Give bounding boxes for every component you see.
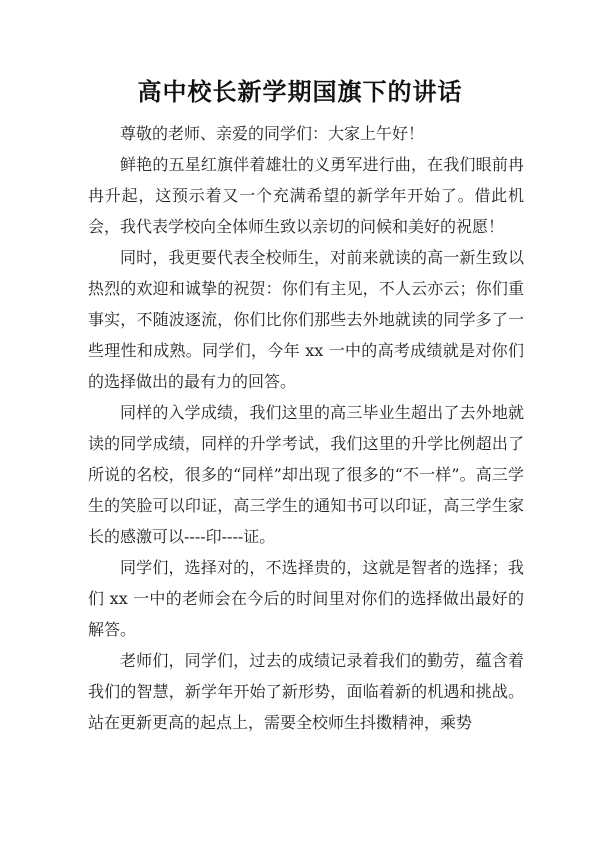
paragraph: 老师们，同学们，过去的成绩记录着我们的勤劳，蕴含着我们的智慧，新学年开始了新形势，面临着新的机遇和挑战。站在更新更高的起点上，需要全校师生抖擞精神，乘势 xyxy=(88,651,524,732)
paragraph-greeting: 尊敬的老师、亲爱的同学们：大家上午好！ xyxy=(120,124,425,143)
paragraph: 同学们，选择对的，不选择贵的，这就是智者的选择；我们 xx 一中的老师会在今后的时间里对你们的选择做出最好的解答。 xyxy=(88,558,524,639)
document-body xyxy=(88,118,524,738)
paragraph: 同样的入学成绩，我们这里的高三毕业生超出了去外地就读的同学成绩，同样的升学考试，我们这里的升学比例超出了所说的名校，很多的“同样”却出现了很多的“不一样”。高三学生的笑脸可以印证，高三学生的通知书可以印证，高三学生家长的感激可以----印----证。 xyxy=(88,403,524,546)
paragraph: 同时，我更要代表全校师生，对前来就读的高一新生致以热烈的欢迎和诚挚的祝贺：你们有主见，不人云亦云；你们重事实，不随波逐流，你们比你们那些去外地就读的同学多了一些理性和成熟。同学们，今年 xx 一中的高考成绩就是对你们的选择做出的最有力的回答。 xyxy=(88,248,524,391)
document-title: 高中校长新学期国旗下的讲话 xyxy=(137,77,463,106)
paragraph: 鲜艳的五星红旗伴着雄壮的义勇军进行曲，在我们眼前冉冉升起，这预示着又一个充满希望的新学年开始了。借此机会，我代表学校向全体师生致以亲切的问候和美好的祝愿！ xyxy=(88,155,524,236)
